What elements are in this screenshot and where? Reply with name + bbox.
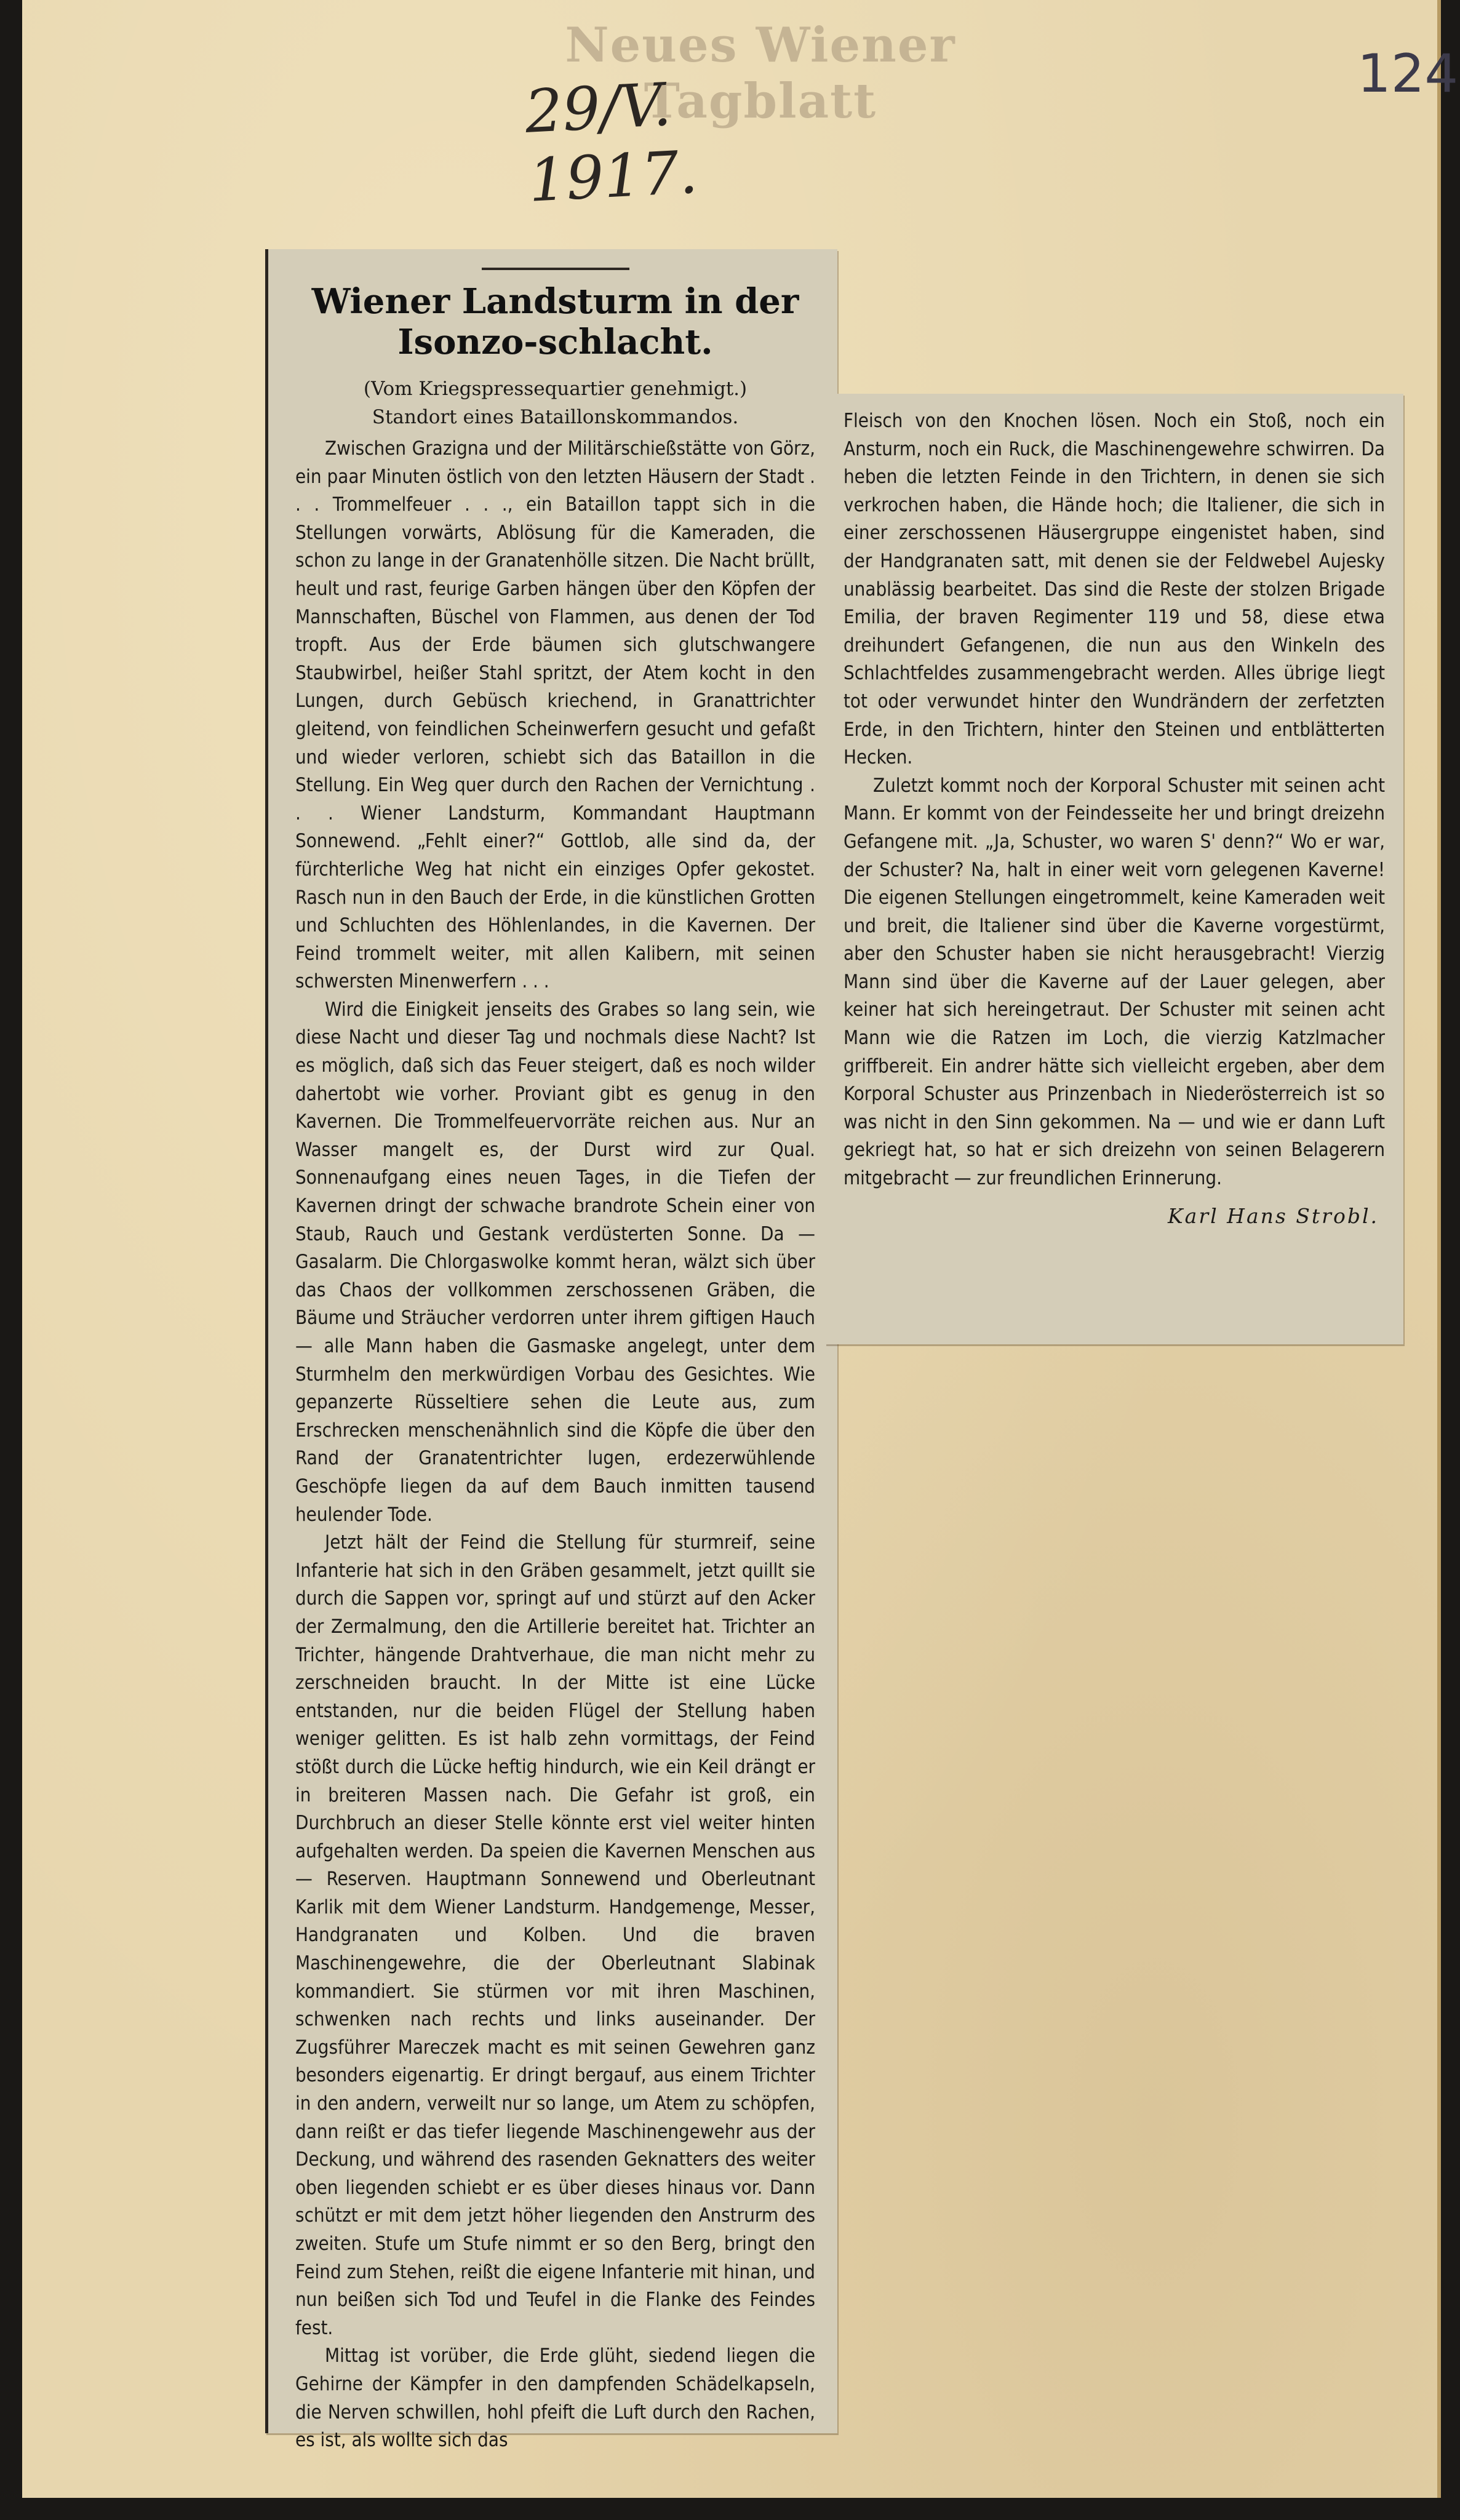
article-paragraph: Fleisch von den Knochen lösen. Noch ein Stoß, noch ein Ansturm, noch ein Ruck, die Maschinengewehre schwirren. Da heben die letzten Feinde in den Trichtern, in denen sie sich verkrochen haben, die Hände hoch; die Italiener, die sich in einer zerschossenen Häusergruppe eingenistet haben, sind der Handgranaten satt, mit denen sie der Feldwebel Aujesky unablässig bearbeitet. Das sind die Reste der stolzen Brigade Emilia, der braven Regimenter 119 und 58, diese etwa dreihundert Gefangenen, die nun aus den Winkeln des Schlachtfeldes zusammengebracht werden. Alles übrige liegt tot oder verwundet hinter den Wundrändern der zerfetzten Erde, in den Trichtern, hinter den Steinen und entblätterten Hecken. (844, 410, 1385, 769)
article-paragraph: Jetzt hält der Feind die Stellung für sturmreif, seine Infanterie hat sich in den Gräben gesammelt, jetzt quillt sie durch die Sappen vor, springt auf und stürzt auf den Acker der Zermalmung, den die Artillerie bereitet hat. Trichter an Trichter, hängende Drahtverhaue, die man nicht mehr zu zerschneiden braucht. In der Mitte ist eine Lücke entstanden, nur die beiden Flügel der Stellung haben weniger gelitten. Es ist halb zehn vormittags, der Feind stößt durch die Lücke heftig hindurch, wie ein Keil drängt er in breiteren Massen nach. Die Gefahr ist groß, ein Durchbruch an dieser Stelle könnte erst viel weiter hinten aufgehalten werden. Da speien die Kavernen Menschen aus — Reserven. Hauptmann Sonnewend und Oberleutnant Karlik mit dem Wiener Landsturm. Handgemenge, Messer, Handgranaten und Kolben. Und die braven Maschinengewehre, die der Oberleutnant Slabinak kommandiert. Sie stürmen vor mit ihren Maschinen, schwenken nach rechts und links auseinander. Der Zugsführer Mareczek macht es mit seinen Gewehren ganz besonders eigenartig. Er dringt bergauf, aus einem Trichter in den andern, verweilt nur so lange, um Atem zu schöpfen, dann reißt er das tiefer liegende Maschinengewehr aus der Deckung, und während des rasenden Geknatters des weiter oben liegenden schiebt er es über dieses hinaus vor. Dann schützt er mit dem jetzt höher liegenden den Anstrurm des zweiten. Stufe um Stufe nimmt er so den Berg, bringt den Feind zum Stehen, reißt die eigene Infanterie mit hinan, und nun beißen sich Tod und Teufel in die Flanke des Feindes fest. (295, 1531, 815, 2339)
article-paragraph: Zuletzt kommt noch der Korporal Schuster mit seinen acht Mann. Er kommt von der Feindesseite her und bringt dreizehn Gefangene mit. „Ja, Schuster, wo waren S' denn?“ Wo er war, der Schuster? Na, halt in einer weit vorn gelegenen Kaverne! Die eigenen Stellungen eingetrommelt, keine Kameraden weit und breit, die Italiener sind über die Kaverne vorgestürmt, aber den Schuster haben sie nicht herausgebracht! Vierzig Mann sind über die Kaverne auf der Lauer gelegen, aber keiner hat sich hereingetraut. Der Schuster mit seinen acht Mann wie die Ratzen im Loch, die vierzig Katzlmacher griffbereit. Ein andrer hätte sich vielleicht ergeben, aber dem Korporal Schuster aus Prinzenbach in Niederösterreich ist so was nicht in den Sinn gekommen. Na — und wie er dann Luft gekriegt hat, so hat er sich dreizehn von seinen Belagerern mitgebracht — zur freundlichen Erinnerung. (844, 774, 1385, 1190)
article-credit: (Vom Kriegspressequartier genehmigt.) (363, 378, 748, 400)
article-author: Karl Hans Strobl. (1168, 1203, 1379, 1228)
newspaper-stamp: Neues Wiener Tagblatt (565, 17, 956, 129)
divider-rule (482, 268, 629, 270)
clipping-left-column (265, 249, 837, 2452)
article-dateline: Standort eines Bataillonskommandos. (372, 406, 739, 428)
page-number: 124 (1357, 43, 1459, 105)
archive-sheet (22, 0, 1459, 2498)
article-paragraph: Wird die Einigkeit jenseits des Grabes so lang sein, wie diese Nacht und dieser Tag und nochmals diese Nacht? Ist es möglich, daß sich das Feuer steigert, daß es noch wilder dahertobt wie vorher. Proviant gibt es genug in den Kavernen. Die Trommelfeuervorräte reichen aus. Nur an Wasser mangelt es, der Durst wird zur Qual. Sonnenaufgang eines neuen Tages, in die Tiefen der Kavernen dringt der schwache brandrote Schein einer von Staub, Rauch und Gestank verdüsterten Sonne. Da — Gasalarm. Die Chlorgaswolke kommt heran, wälzt sich über das Chaos der vollkommen zerschossenen Gräben, die Bäume und Sträucher verdorren unter ihrem giftigen Hauch — alle Mann haben die Gasmaske angelegt, unter dem Sturmhelm den merkwürdigen Vorbau des Gesichtes. Wie gepanzerte Rüsseltiere sehen die Leute aus, zum Erschrecken menschenähnlich sind die Köpfe die über den Rand der Granatentrichter lugen, erdezerwühlende Geschöpfe liegen da auf dem Bauch inmitten tausend heulender Tode. (295, 998, 815, 1526)
handwritten-date: 29/V. 1917. (523, 70, 700, 215)
article-paragraph: Zwischen Grazigna und der Militärschießstätte von Görz, ein paar Minuten östlich von den letzten Häusern der Stadt . . . Trommelfeuer . . ., ein Bataillon tappt sich in die Stellungen vorwärts, Ablösung für die Kameraden, die schon zu lange in der Granatenhölle sitzen. Die Nacht brüllt, heult und rast, feurige Garben hängen über den Köpfen der Mannschaften, Büschel von Flammen, aus denen der Tod tropft. Aus der Erde bäumen sich glutschwangere Staubwirbel, heißer Stahl spritzt, der Atem kocht in den Lungen, durch Gebüsch kriechend, in Granattrichter gleitend, von feindlichen Scheinwerfern gesucht und gefaßt und wieder verloren, schiebt sich das Bataillon in die Stellung. Ein Weg quer durch den Rachen der Vernichtung . . . Wiener Landsturm, Kommandant Hauptmann Sonnewend. „Fehlt einer?“ Gottlob, alle sind da, der fürchterliche Weg hat nicht ein einziges Opfer gekostet. Rasch nun in den Bauch der Erde, in die künstlichen Grotten und Schluchten des Höhlenlandes, in die Kavernen. Der Feind trommelt weiter, mit allen Kalibern, mit seinen schwersten Minenwerfern . . . (295, 437, 815, 993)
article-headline: Wiener Landsturm in der Isonzo-schlacht. (311, 281, 799, 362)
clipping-right-column (825, 394, 1403, 1344)
article-paragraph: Mittag ist vorüber, die Erde glüht, siedend liegen die Gehirne der Kämpfer in den dampfenden Schädelkapseln, die Nerven schwillen, hohl pfeift die Luft durch den Rachen, es ist, als wollte sich das (295, 2345, 815, 2452)
